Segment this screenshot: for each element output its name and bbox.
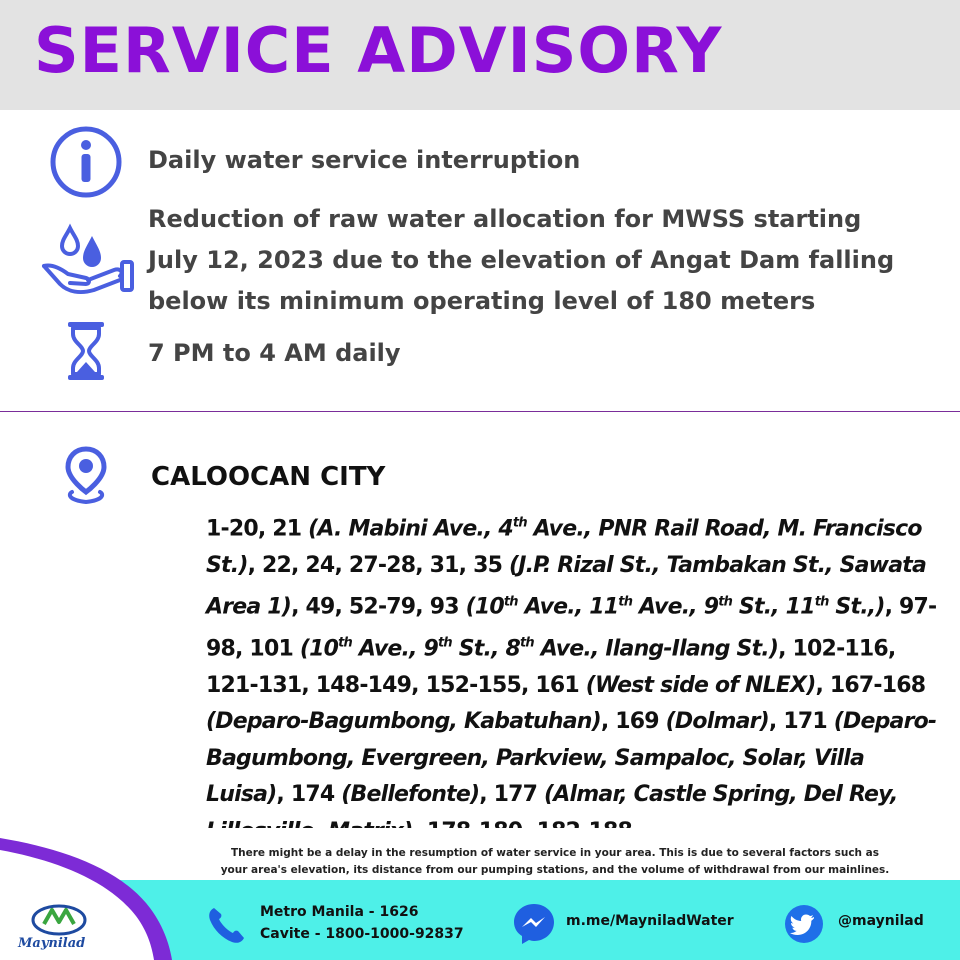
area-detail: (West side of NLEX) [585, 672, 816, 698]
area-detail: th [338, 636, 352, 652]
area-detail: St., 8 [451, 636, 520, 662]
phone-cavite[interactable]: Cavite - 1800-1000-92837 [260, 926, 464, 942]
area-detail: Ave., PNR Rail Road, M. Francisco St.) [206, 516, 922, 578]
area-detail: St.,) [828, 594, 885, 620]
location-pin-icon [64, 446, 108, 510]
area-detail: (Bellefonte) [341, 782, 480, 808]
twitter-icon [784, 904, 824, 948]
messenger-icon [512, 902, 556, 950]
area-detail: (Deparo-Bagumbong, Kabatuhan) [206, 709, 601, 735]
disclaimer [200, 845, 910, 879]
reason-line-2: July 12, 2023 due to the elevation of Angat Dam falling [148, 246, 895, 274]
messenger-link[interactable]: m.me/MayniladWater [566, 913, 734, 929]
area-detail: Ave., 9 [351, 636, 439, 662]
interruption-reason [148, 199, 894, 322]
area-detail: (Deparo-Bagumbong, Evergreen, Parkview, Sampaloc, Solar, Villa Luisa) [206, 709, 937, 808]
area-numbers: , 97-98, 101 [206, 594, 937, 662]
area-detail: St., 11 [732, 594, 815, 620]
area-detail: (Almar, Castle Spring, Del Rey, [544, 782, 898, 808]
area-detail: th [503, 594, 518, 610]
area-detail: th [618, 594, 633, 610]
area-numbers: , 171 [768, 709, 834, 735]
phone-metro-manila[interactable]: Metro Manila - 1626 [260, 904, 419, 920]
disclaimer-line-2: your area's elevation, its distance from our pumping stations, and the volume of withdrawal from our mainlines. [220, 864, 890, 876]
water-hand-icon [40, 222, 136, 306]
area-numbers: , 167-168 [815, 672, 926, 698]
area-detail: Ave., 9 [632, 594, 719, 620]
area-detail: (10 [299, 636, 339, 662]
schedule: 7 PM to 4 AM daily [148, 339, 401, 367]
reason-line-3: below its minimum operating level of 180 meters [148, 287, 816, 315]
area-numbers: 1-20, 21 [206, 516, 309, 542]
area-detail: th [438, 636, 452, 652]
area-numbers: , 177 [479, 782, 545, 808]
area-detail: (J.P. Rizal St., Tambakan St., Sawata Area 1) [206, 552, 927, 620]
affected-areas [206, 506, 946, 850]
header-bar [0, 0, 960, 110]
phone-numbers [260, 901, 464, 945]
area-numbers: , 102-116, 121-131, 148-149, 152-155, 161 [206, 636, 896, 698]
area-detail: Ave., Ilang-Ilang St.) [533, 636, 779, 662]
area-detail: th [814, 594, 829, 610]
area-detail: (Dolmar) [665, 709, 769, 735]
section-divider [0, 411, 960, 412]
area-numbers: , 169 [600, 709, 666, 735]
disclaimer-line-1: There might be a delay in the resumption of water service in your area. This is due to several factors such as [230, 847, 880, 859]
reason-line-1: Reduction of raw water allocation for MWSS starting [148, 205, 862, 233]
area-detail: Ave., 11 [517, 594, 619, 620]
area-numbers: , 49, 52-79, 93 [291, 594, 466, 620]
area-detail: th [520, 636, 534, 652]
area-numbers: , 22, 24, 27-28, 31, 35 [247, 552, 509, 578]
interruption-type: Daily water service interruption [148, 146, 581, 174]
page-title: SERVICE ADVISORY [34, 14, 723, 87]
city-name: CALOOCAN CITY [151, 462, 386, 492]
phone-icon [206, 904, 248, 950]
area-detail: th [718, 594, 733, 610]
area-numbers: , 174 [276, 782, 342, 808]
area-detail: (10 [465, 594, 504, 620]
hourglass-icon [66, 320, 106, 386]
area-detail: th [512, 516, 527, 531]
twitter-handle[interactable]: @maynilad [838, 913, 924, 929]
info-icon [46, 122, 126, 206]
logo-wordmark: Maynilad [18, 936, 86, 951]
area-detail: (A. Mabini Ave., 4 [308, 516, 513, 542]
